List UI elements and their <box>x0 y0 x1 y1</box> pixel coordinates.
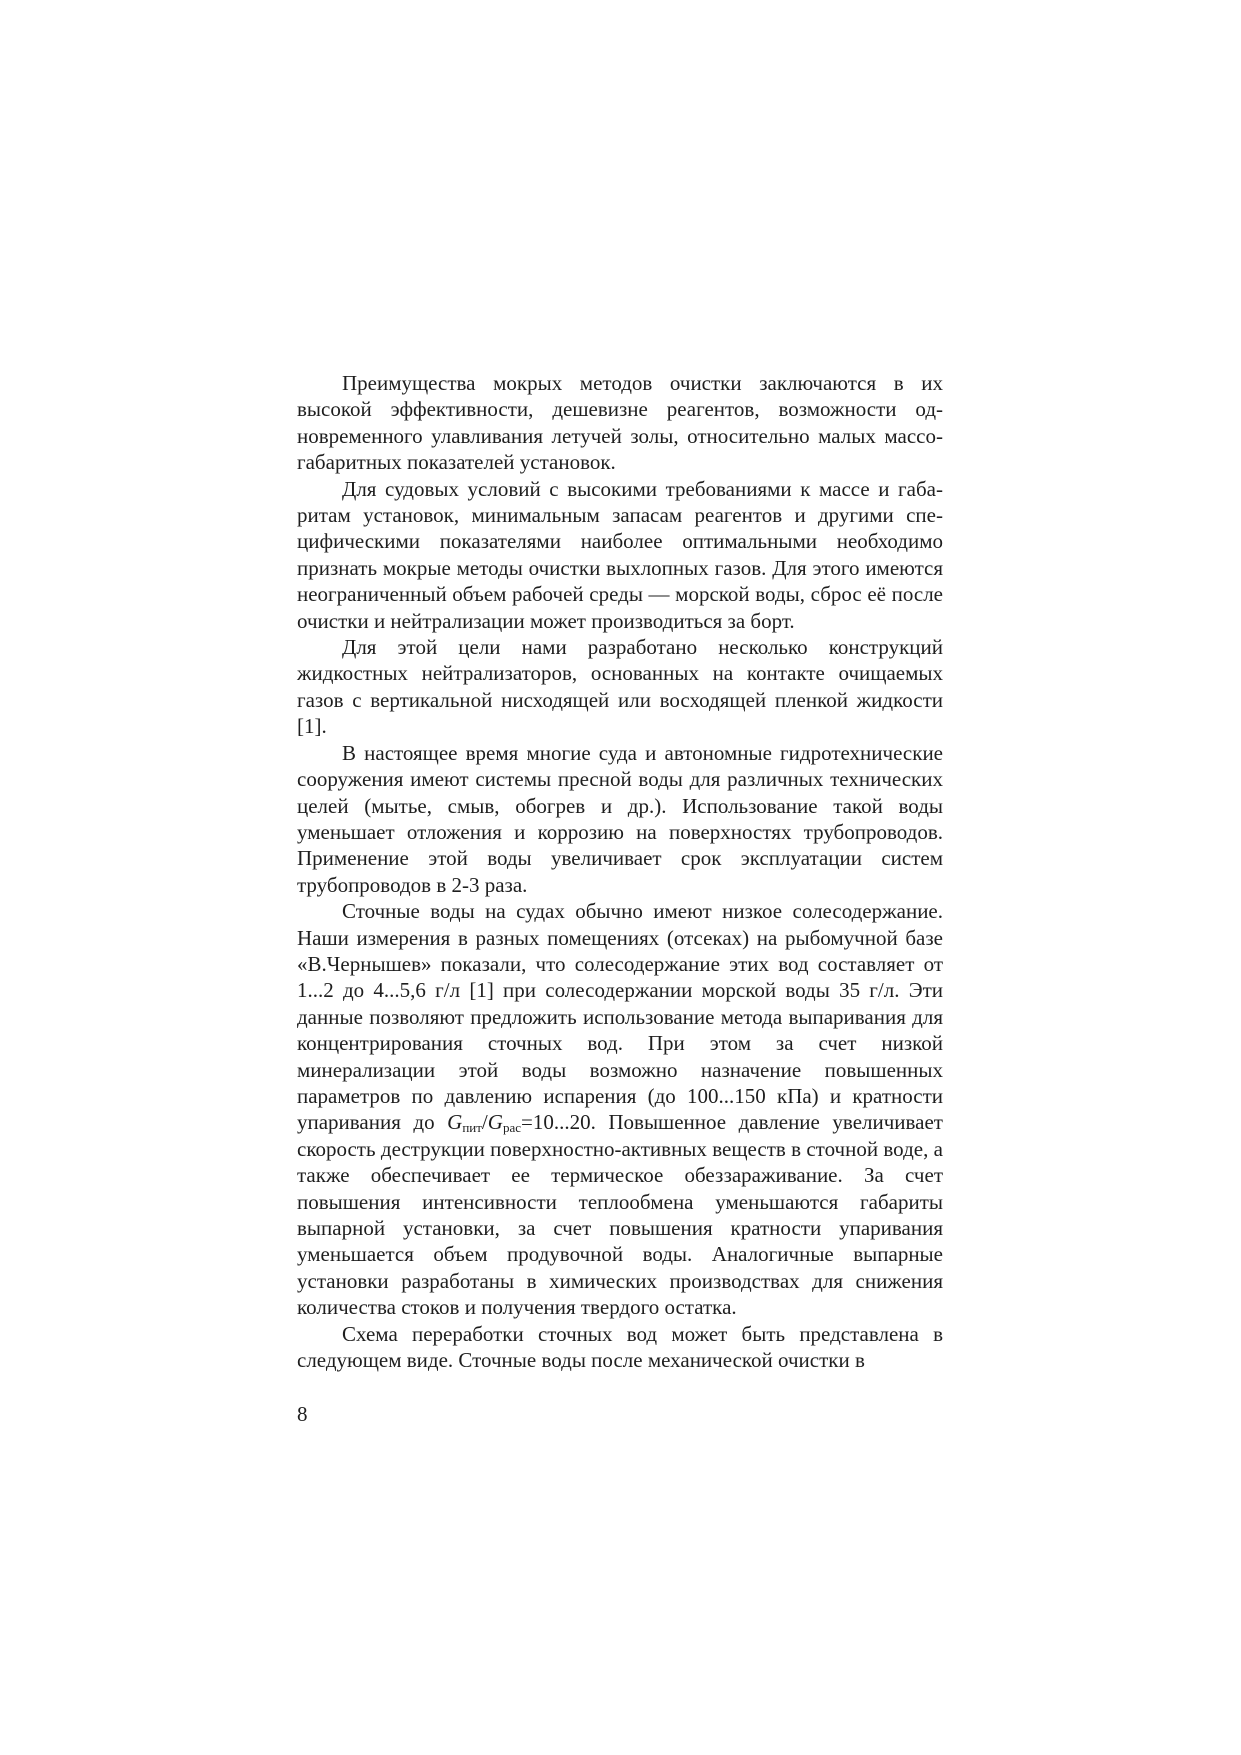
paragraph-4: В настоящее время многие суда и автономные гидротехнические сооружения имеют системы пресной воды для различных технических целей (мытье, смыв, обогрев и др.). Использование такой воды уменьшает отложения и коррозию на поверхностях трубопроводов. Применение этой воды увеличивает срок эксплуатации систем трубопроводов в 2-3 раза. <box>297 740 943 897</box>
page-body <box>297 370 943 1373</box>
g-subscript-2: рас <box>502 1120 521 1136</box>
paragraph-5 <box>297 898 943 1321</box>
ratio-slash: / <box>481 1110 488 1135</box>
g-symbol-1: G <box>447 1110 463 1135</box>
paragraph-5-before: Сточные воды на судах обычно имеют низкое солесодержание. Наши измерения в разных помещениях (отсеках) на рыбомучной базе «В.Чернышев» показали, что солесодержание этих вод составляет от 1...2 до 4...5,6 г/л [1] при солесодержании морской воды 35 г/л. Эти данные позволяют предложить использование метода выпаривания для концентрирования сточных вод. При этом за счет низкой минерализации этой воды возможно назначение повышенных параметров по давлению испарения (до 100...150 кПа) и кратности упаривания до <box>297 899 943 1135</box>
paragraph-1: Преимущества мокрых методов очистки заключаются в их высокой эффективности, дешевизне реагентов, возможности одновременного улавливания летучей золы, относительно малых массо-габаритных показателей установок. <box>297 371 943 475</box>
paragraph-6: Схема переработки сточных вод может быть представлена в следующем виде. Сточные воды после механической очистки в <box>297 1321 943 1373</box>
g-symbol-2: G <box>487 1110 503 1135</box>
paragraph-5-after: =10...20. Повышенное давление увеличивает скорость деструкции поверхностно-активных веществ в сточной воде, а также обеспечивает ее термическое обеззараживание. За счет повышения интенсивности теплообмена уменьшаются габариты выпарной установки, за счет повышения кратности упаривания уменьшается объем продувочной воды. Аналогичные выпарные установки разработаны в химических производствах для снижения количества стоков и получения твердого остатка. <box>297 1110 943 1320</box>
g-subscript-1: пит <box>462 1120 482 1136</box>
paragraph-2: Для судовых условий с высокими требованиями к массе и габаритам установок, минимальным запасам реагентов и другими специфическими показателями наиболее оптимальными необходимо признать мокрые методы очистки выхлопных газов. Для этого имеются неограниченный объем рабочей среды — морской воды, сброс её после очистки и нейтрализации может производиться за борт. <box>297 476 943 633</box>
paragraph-3: Для этой цели нами разработано несколько конструкций жидкостных нейтрализаторов, основанных на контакте очищаемых газов с вертикальной нисходящей или восходящей пленкой жидкости [1]. <box>297 635 943 739</box>
page-number: 8 <box>297 1402 308 1426</box>
